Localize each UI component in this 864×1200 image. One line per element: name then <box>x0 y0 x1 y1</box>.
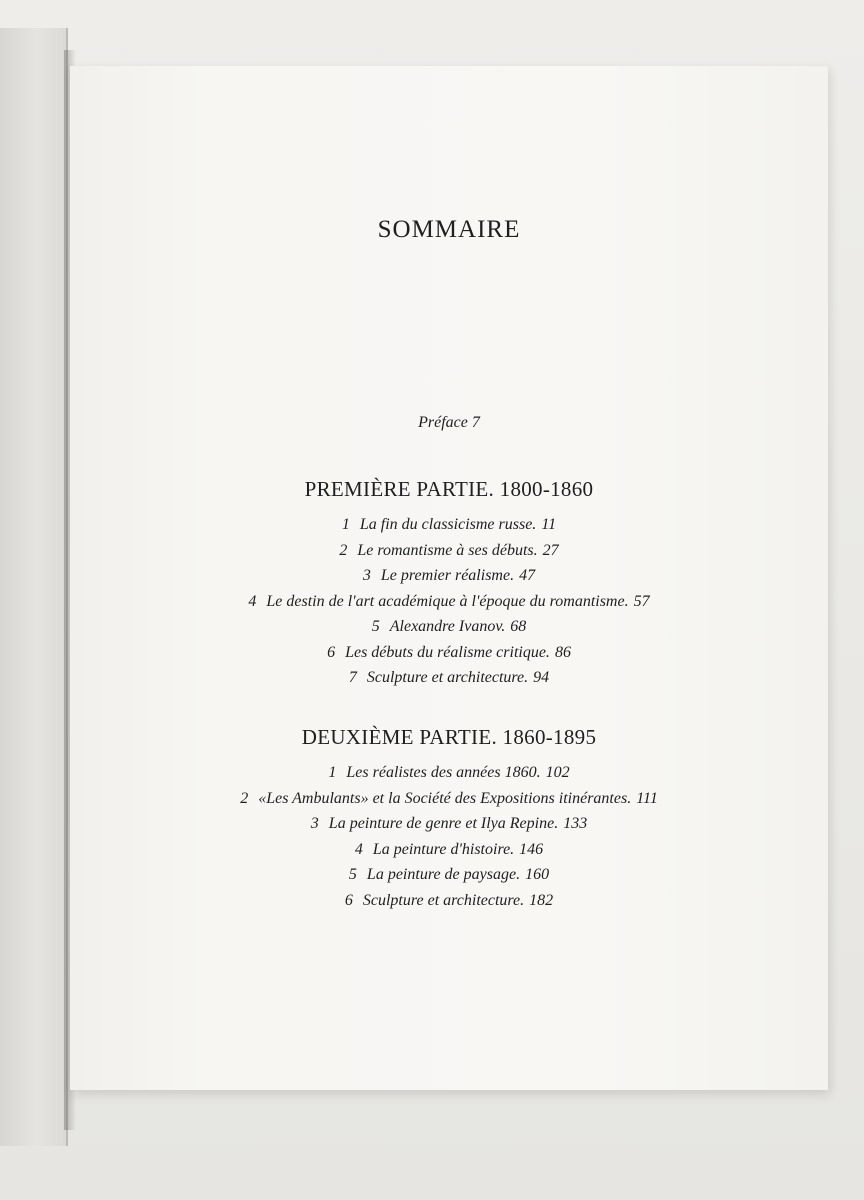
toc-entry <box>70 665 828 691</box>
toc-entry <box>70 512 828 538</box>
chapter-number: 4 <box>248 592 257 610</box>
toc-entry <box>70 589 828 615</box>
toc-entry <box>70 811 828 837</box>
chapter-title: La peinture de genre et Ilya Repine. <box>328 815 559 832</box>
table-of-contents <box>70 66 828 1090</box>
part-1-heading: PREMIÈRE PARTIE. 1800-1860 <box>304 477 594 501</box>
chapter-number: 1 <box>328 764 337 781</box>
chapter-title: Le destin de l'art académique à l'époque du romantisme. <box>266 592 629 610</box>
toc-entry <box>70 888 828 914</box>
toc-entry <box>70 640 828 666</box>
left-page-edge <box>0 28 68 1146</box>
chapter-number: 2 <box>339 541 348 559</box>
chapter-number: 5 <box>371 618 380 635</box>
chapter-title: Le premier réalisme. <box>380 567 515 584</box>
page-number: 57 <box>633 592 650 610</box>
book-page <box>70 66 828 1090</box>
chapter-number: 6 <box>327 643 336 661</box>
toc-entry <box>70 563 828 589</box>
chapter-number: 6 <box>344 891 353 909</box>
part-2-chapter-list <box>70 760 828 913</box>
page-number: 47 <box>519 567 536 584</box>
page-title: SOMMAIRE <box>377 216 521 243</box>
chapter-number: 7 <box>348 669 357 686</box>
preface-entry: Préface 7 <box>418 414 480 431</box>
chapter-title: La fin du classicisme russe. <box>359 516 537 533</box>
chapter-title: Les réalistes des années 1860. <box>346 764 541 781</box>
page-number: 68 <box>510 618 527 635</box>
page-number: 86 <box>554 643 571 661</box>
chapter-title: «Les Ambulants» et la Société des Expositions itinérantes. <box>258 789 632 807</box>
page-number: 111 <box>636 789 658 807</box>
page-number: 182 <box>529 891 554 909</box>
toc-entry <box>70 538 828 564</box>
page-number: 160 <box>525 866 550 883</box>
page-number: 146 <box>519 840 544 858</box>
chapter-number: 3 <box>310 815 319 832</box>
chapter-title: Alexandre Ivanov. <box>389 618 506 635</box>
chapter-title: La peinture d'histoire. <box>372 840 515 858</box>
toc-entry <box>70 786 828 812</box>
chapter-title: Sculpture et architecture. <box>362 891 525 909</box>
page-number: 133 <box>563 815 588 832</box>
toc-entry <box>70 760 828 786</box>
chapter-number: 2 <box>240 789 249 807</box>
chapter-number: 3 <box>362 567 371 584</box>
page-number: 94 <box>533 669 550 686</box>
chapter-title: Le romantisme à ses débuts. <box>357 541 538 559</box>
toc-entry <box>70 837 828 863</box>
page-number: 27 <box>542 541 559 559</box>
page-number: 102 <box>545 764 570 781</box>
part-1-chapter-list <box>70 512 828 691</box>
chapter-number: 4 <box>354 840 363 858</box>
chapter-title: Les débuts du réalisme critique. <box>345 643 550 661</box>
toc-entry <box>70 862 828 888</box>
chapter-number: 1 <box>341 516 350 533</box>
chapter-title: La peinture de paysage. <box>366 866 521 883</box>
chapter-title: Sculpture et architecture. <box>366 669 529 686</box>
page-number: 11 <box>541 516 557 533</box>
toc-entry <box>70 614 828 640</box>
part-2-heading: DEUXIÈME PARTIE. 1860-1895 <box>301 725 597 749</box>
chapter-number: 5 <box>348 866 357 883</box>
